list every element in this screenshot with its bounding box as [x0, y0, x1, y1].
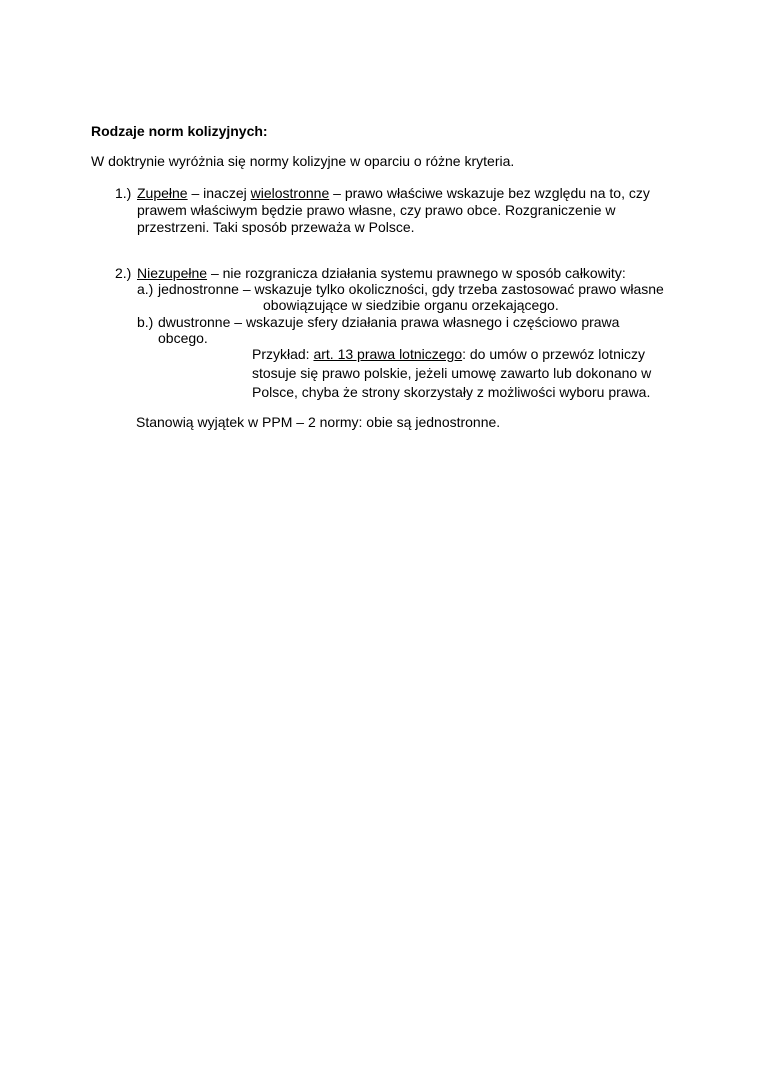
example-text1: : do umów o przewóz lotniczy	[462, 346, 645, 362]
sub-a-label: a.)	[137, 281, 154, 297]
example-line3: Polsce, chyba że strony skorzystały z możliwości wyboru prawa.	[252, 384, 651, 400]
item1-number: 1.)	[115, 185, 132, 201]
item1-term: Zupełne	[137, 185, 188, 201]
item1-line3: przestrzeni. Taki sposób przeważa w Polsce.	[137, 219, 415, 235]
item1-term2: wielostronne	[250, 185, 330, 201]
sub-a-line1: jednostronne – wskazuje tylko okoliczności, gdy trzeba zastosować prawo własne	[158, 281, 664, 297]
sub-b-line1: dwustronne – wskazuje sfery działania prawa własnego i częściowo prawa	[158, 314, 620, 330]
sub-b-label: b.)	[137, 314, 154, 330]
item1-text-a: – inaczej	[187, 185, 251, 201]
closing-paragraph: Stanowią wyjątek w PPM – 2 normy: obie są jednostronne.	[136, 414, 501, 430]
example-prefix: Przykład:	[252, 346, 314, 362]
example-ref: art. 13 prawa lotniczego	[313, 346, 463, 362]
item2-line1	[137, 265, 626, 282]
sub-a-line2: obowiązujące w siedzibie organu orzekającego.	[263, 297, 559, 313]
item2-text: – nie rozgranicza działania systemu prawnego w sposób całkowity:	[207, 265, 626, 281]
sub-b-line2: obcego.	[158, 330, 208, 346]
example-line2: stosuje się prawo polskie, jeżeli umowę zawarto lub dokonano w	[252, 365, 652, 381]
item1-text-b: – prawo właściwe wskazuje bez względu na to, czy	[329, 185, 650, 201]
item2-term: Niezupełne	[137, 265, 208, 281]
item1-line2: prawem właściwym będzie prawo własne, czy prawo obce. Rozgraniczenie w	[137, 202, 616, 218]
item1-line1	[137, 185, 650, 202]
example-line1	[252, 346, 645, 363]
item2-number: 2.)	[115, 265, 132, 281]
intro-paragraph: W doktrynie wyróżnia się normy kolizyjne w oparciu o różne kryteria.	[91, 153, 515, 169]
document-title: Rodzaje norm kolizyjnych:	[91, 123, 268, 139]
